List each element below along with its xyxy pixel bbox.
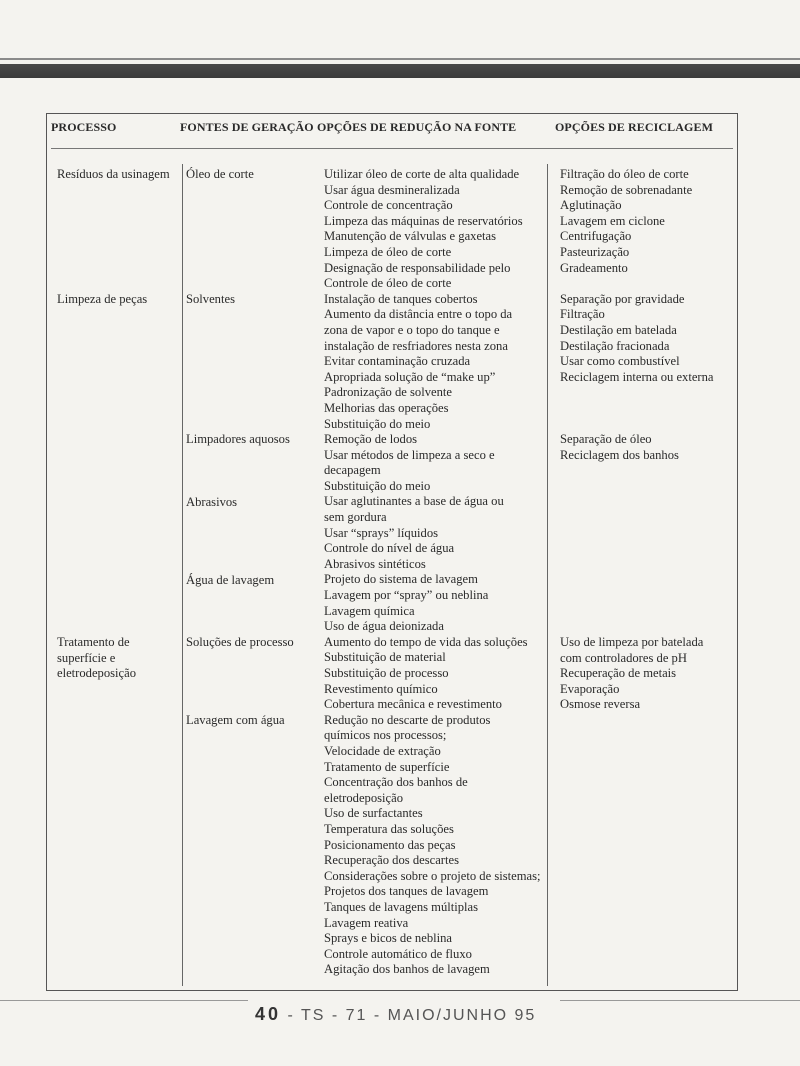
fonte-entry	[186, 432, 290, 448]
processo-line: Limpeza de peças	[57, 291, 148, 306]
fonte-entry	[186, 573, 274, 589]
reciclagem-line: Evaporação	[560, 681, 620, 696]
reducao-line: Abrasivos sintéticos	[324, 556, 426, 571]
fonte-line: Limpadores aquosos	[186, 432, 290, 447]
reducao-line: sem gordura	[324, 510, 387, 525]
processo-line: superfície e	[57, 650, 116, 665]
reducao-line: Usar métodos de limpeza a seco e	[324, 447, 495, 462]
reducao-line: Temperatura das soluções	[324, 821, 454, 836]
processo-entry	[57, 635, 136, 682]
reducao-line: Considerações sobre o projeto de sistemas;	[324, 868, 541, 883]
reducao-line: Tratamento de superfície	[324, 759, 450, 774]
reducao-line: Usar água desmineralizada	[324, 182, 460, 197]
reducao-line: zona de vapor e o topo do tanque e	[324, 322, 500, 337]
footer-rule-left	[0, 1000, 248, 1001]
fonte-line: Água de lavagem	[186, 572, 275, 587]
reducao-line: instalação de resfriadores nesta zona	[324, 338, 508, 353]
processo-entry	[57, 292, 147, 308]
reducao-line: Posicionamento das peças	[324, 837, 456, 852]
reciclagem-line: Centrifugação	[560, 229, 632, 244]
reducao-line: Evitar contaminação cruzada	[324, 354, 471, 369]
reducao-line: Limpeza das máquinas de reservatórios	[324, 213, 523, 228]
reciclagem-line: Gradeamento	[560, 260, 628, 275]
fonte-line: Óleo de corte	[186, 167, 254, 181]
header-processo: PROCESSO	[51, 120, 117, 134]
fonte-entry	[186, 167, 254, 183]
reducao-line: Substituição do meio	[324, 478, 431, 493]
reducao-line: decapagem	[324, 463, 381, 478]
reducao-line: Melhorias das operações	[324, 400, 449, 415]
reducao-line: Manutenção de válvulas e gaxetas	[324, 229, 497, 244]
reducao-line: Revestimento químico	[324, 681, 438, 696]
reciclagem-entry	[560, 635, 703, 713]
reducao-line: Aumento da distância entre o topo da	[324, 307, 513, 322]
reducao-line: Aumento do tempo de vida das soluções	[324, 634, 528, 649]
reducao-line: Recuperação dos descartes	[324, 853, 459, 868]
top-thin-rule	[0, 58, 800, 60]
fonte-line: Solventes	[186, 291, 235, 306]
reducao-line: Controle de concentração	[324, 198, 453, 213]
reducao-line: Usar aglutinantes a base de água ou	[324, 494, 504, 509]
processo-line: eletrodeposição	[57, 666, 137, 681]
page-number: 40	[255, 1004, 282, 1024]
reducao-line: Limpeza de óleo de corte	[324, 244, 452, 259]
reciclagem-line: Aglutinação	[560, 198, 622, 213]
reciclagem-line: Destilação fracionada	[560, 338, 670, 353]
reciclagem-line: Osmose reversa	[560, 697, 641, 712]
reciclagem-line: Uso de limpeza por batelada	[560, 635, 704, 649]
reducao-line: Substituição do meio	[324, 416, 431, 431]
processo-entry	[57, 167, 170, 183]
reducao-line: Designação de responsabilidade pelo	[324, 260, 511, 275]
processo-line: Resíduos da usinagem	[57, 167, 170, 181]
reciclagem-line: Separação de óleo	[560, 432, 652, 447]
reducao-line: Remoção de lodos	[324, 432, 418, 447]
reducao-line: Usar “sprays” líquidos	[324, 525, 439, 540]
reducao-line: Instalação de tanques cobertos	[324, 291, 478, 306]
footer-rule-right	[560, 1000, 800, 1001]
reducao-line: eletrodeposição	[324, 790, 404, 805]
reducao-line: Velocidade de extração	[324, 743, 441, 758]
reducao-line: Agitação dos banhos de lavagem	[324, 962, 490, 977]
reciclagem-line: Reciclagem dos banhos	[560, 447, 679, 462]
reducao-line: Redução no descarte de produtos	[324, 712, 491, 727]
reducao-line: Uso de surfactantes	[324, 806, 423, 821]
header-fontes: FONTES DE GERAÇÃO	[180, 120, 314, 134]
waste-reduction-table	[46, 113, 738, 991]
reducao-line: Lavagem por “spray” ou neblina	[324, 588, 489, 603]
reciclagem-entry	[560, 292, 714, 386]
reducao-line: Controle de óleo de corte	[324, 276, 452, 291]
column-divider-fontes	[182, 164, 183, 986]
header-reciclagem: OPÇÕES DE RECICLAGEM	[555, 120, 714, 134]
reciclagem-line: com controladores de pH	[560, 650, 687, 665]
reciclagem-line: Recuperação de metais	[560, 666, 677, 681]
reciclagem-line: Destilação em batelada	[560, 322, 677, 337]
reducao-line: Concentração dos banhos de	[324, 775, 468, 790]
fonte-entry	[186, 713, 285, 729]
reducao-line: químicos nos processos;	[324, 728, 447, 743]
fonte-line: Lavagem com água	[186, 713, 285, 727]
reducao-line: Projetos dos tanques de lavagem	[324, 884, 489, 899]
fonte-entry	[186, 292, 235, 308]
page-footer	[255, 1004, 536, 1025]
reciclagem-entry	[560, 167, 692, 276]
processo-line: Tratamento de	[57, 635, 130, 649]
reciclagem-line: Remoção de sobrenadante	[560, 182, 693, 197]
reducao-line: Utilizar óleo de corte de alta qualidade	[324, 167, 520, 181]
reducao-line: Lavagem química	[324, 603, 415, 618]
issue-label: - TS - 71 - MAIO/JUNHO 95	[281, 1007, 537, 1024]
fonte-line: Abrasivos	[186, 494, 238, 509]
fonte-line: Soluções de processo	[186, 635, 294, 649]
reducao-line: Cobertura mecânica e revestimento	[324, 697, 502, 712]
reducao-line: Apropriada solução de “make up”	[324, 369, 496, 384]
reciclagem-line: Filtração do óleo de corte	[560, 167, 689, 181]
top-banner-bar	[0, 64, 800, 78]
reciclagem-line: Lavagem em ciclone	[560, 213, 665, 228]
reducao-line: Sprays e bicos de neblina	[324, 931, 453, 946]
reducao-line: Tanques de lavagens múltiplas	[324, 899, 479, 914]
column-divider-reciclagem	[547, 164, 548, 986]
header-reducao: OPÇÕES DE REDUÇÃO NA FONTE	[317, 120, 517, 134]
reducao-line: Projeto do sistema de lavagem	[324, 572, 478, 587]
reducao-line: Padronização de solvente	[324, 385, 452, 400]
fonte-entry	[186, 635, 294, 651]
reducao-line: Uso de água deionizada	[324, 619, 444, 634]
reducao-line: Lavagem reativa	[324, 915, 409, 930]
reciclagem-line: Reciclagem interna ou externa	[560, 369, 714, 384]
reciclagem-entry	[560, 432, 679, 463]
reciclagem-line: Separação por gravidade	[560, 291, 685, 306]
reciclagem-line: Filtração	[560, 307, 605, 322]
column-reducao	[324, 167, 544, 978]
reducao-line: Substituição de material	[324, 650, 446, 665]
fonte-entry	[186, 495, 237, 511]
reducao-line: Substituição de processo	[324, 666, 449, 680]
reciclagem-line: Pasteurização	[560, 244, 630, 259]
header-divider	[51, 148, 733, 149]
reducao-line: Controle automático de fluxo	[324, 946, 472, 961]
reducao-line: Controle do nível de água	[324, 541, 455, 556]
reciclagem-line: Usar como combustível	[560, 354, 680, 369]
